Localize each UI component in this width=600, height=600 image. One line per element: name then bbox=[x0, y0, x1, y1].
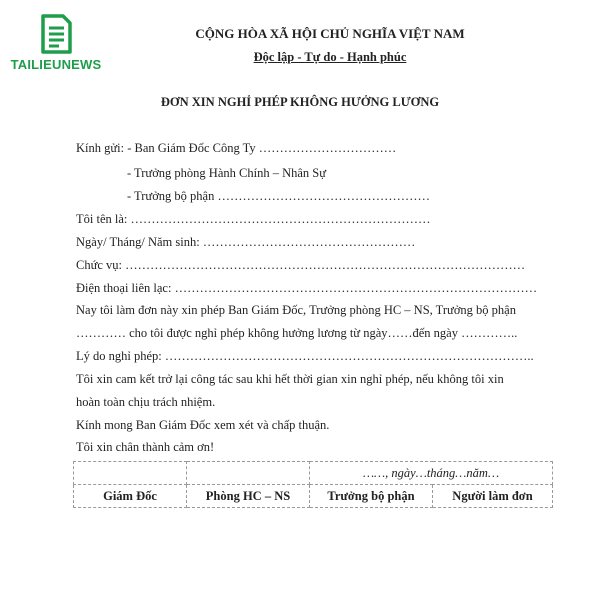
approval-request: Kính mong Ban Giám Đốc xem xét và chấp thuận. bbox=[76, 418, 330, 432]
document-icon bbox=[39, 14, 73, 54]
role-hr-department: Phòng HC – NS bbox=[187, 485, 310, 508]
role-applicant: Người làm đơn bbox=[433, 485, 553, 508]
commitment-line1: Tôi xin cam kết trở lại công tác sau khi hết thời gian xin nghỉ phép, nếu không tôi xin bbox=[76, 372, 504, 386]
motto-heading bbox=[130, 50, 530, 65]
phone-field: Điện thoại liên lạc: …………………………………………………………………………… bbox=[76, 281, 538, 295]
roles-row bbox=[74, 485, 553, 508]
commitment-line2: hoàn toàn chịu trách nhiệm. bbox=[76, 395, 216, 409]
motto-text: Độc lập - Tự do - Hạnh phúc bbox=[253, 50, 407, 64]
country-heading: CỘNG HÒA XÃ HỘI CHỦ NGHĨA VIỆT NAM bbox=[195, 26, 465, 41]
name-field: Tôi tên là: ……………………………………………………………… bbox=[76, 212, 431, 226]
signature-table bbox=[73, 461, 553, 508]
site-logo bbox=[10, 14, 102, 72]
signature-date: ……, ngày…tháng…năm… bbox=[310, 462, 553, 485]
recipient-dept-line: - Trưởng bộ phận …………………………………………… bbox=[127, 189, 430, 203]
reason-field: Lý do nghỉ phép: …………………………………………………………………………….. bbox=[76, 349, 534, 363]
role-director: Giám Đốc bbox=[74, 485, 187, 508]
request-paragraph-line2: ………… cho tôi được nghỉ phép không hưởng lương từ ngày……đến ngày ………….. bbox=[76, 326, 518, 340]
role-dept-head: Trưởng bộ phận bbox=[310, 485, 433, 508]
document-title: ĐƠN XIN NGHỈ PHÉP KHÔNG HƯỞNG LƯƠNG bbox=[160, 95, 440, 109]
logo-text: TAILIEUNEWS bbox=[10, 57, 102, 72]
thanks-line: Tôi xin chân thành cảm ơn! bbox=[76, 440, 215, 454]
position-field: Chức vụ: …………………………………………………………………………………… bbox=[76, 258, 526, 272]
recipient-hr-line: - Trưởng phòng Hành Chính – Nhân Sự bbox=[127, 166, 326, 180]
recipient-line: Kính gửi: - Ban Giám Đốc Công Ty …………………………… bbox=[76, 141, 397, 155]
birthdate-field: Ngày/ Tháng/ Năm sinh: …………………………………………… bbox=[76, 235, 416, 249]
date-row bbox=[74, 462, 553, 485]
request-paragraph-line1: Nay tôi làm đơn này xin phép Ban Giám Đốc, Trưởng phòng HC – NS, Trưởng bộ phận bbox=[76, 303, 516, 317]
